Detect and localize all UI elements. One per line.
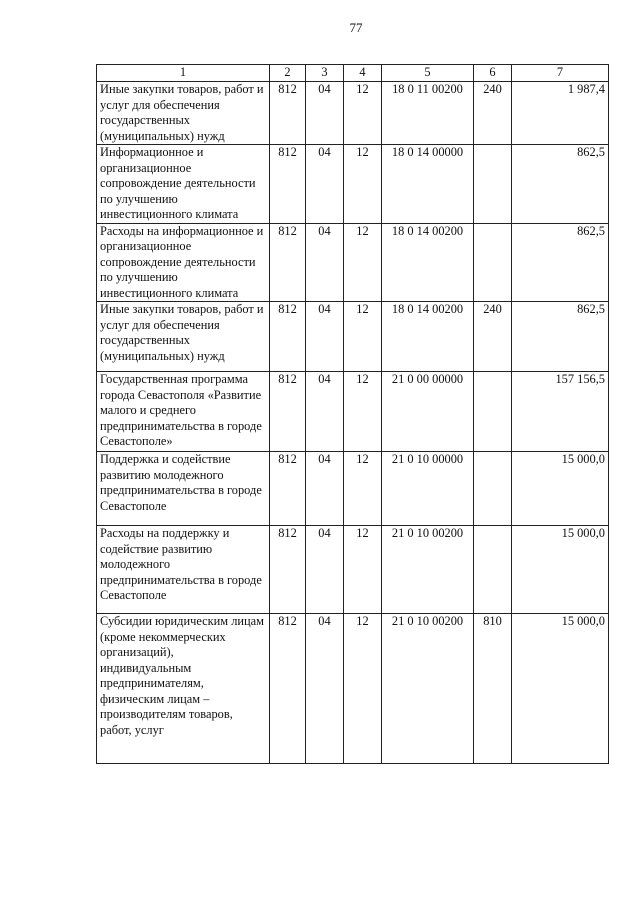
table-row (97, 145, 609, 224)
target-item-code: 21 0 10 00200 (382, 526, 474, 614)
table-row (97, 223, 609, 302)
subsection-code: 12 (344, 452, 382, 526)
expense-type-code: 810 (474, 614, 512, 764)
budget-table (96, 64, 609, 764)
column-header: 4 (344, 65, 382, 82)
column-header: 6 (474, 65, 512, 82)
table-header-row (97, 65, 609, 82)
target-item-code: 21 0 00 00000 (382, 372, 474, 452)
column-header: 1 (97, 65, 270, 82)
target-item-code: 21 0 10 00200 (382, 614, 474, 764)
department-code: 812 (270, 372, 306, 452)
expense-type-code: 240 (474, 302, 512, 372)
target-item-code: 18 0 14 00200 (382, 302, 474, 372)
column-header: 5 (382, 65, 474, 82)
table-row (97, 526, 609, 614)
table-row (97, 614, 609, 764)
section-code: 04 (306, 82, 344, 145)
expense-name: Государственная программа города Севастополя «Развитие малого и среднего предпринимательства в городе Севастополе» (97, 372, 270, 452)
table-row (97, 372, 609, 452)
subsection-code: 12 (344, 372, 382, 452)
expense-name: Расходы на информационное и организационное сопровождение деятельности по улучшению инвестиционного климата (97, 223, 270, 302)
department-code: 812 (270, 82, 306, 145)
expense-name: Информационное и организационное сопровождение деятельности по улучшению инвестиционного климата (97, 145, 270, 224)
subsection-code: 12 (344, 223, 382, 302)
target-item-code: 18 0 14 00200 (382, 223, 474, 302)
column-header: 2 (270, 65, 306, 82)
section-code: 04 (306, 145, 344, 224)
table-row (97, 82, 609, 145)
amount: 15 000,0 (512, 526, 609, 614)
expense-type-code (474, 526, 512, 614)
expense-type-code (474, 145, 512, 224)
section-code: 04 (306, 452, 344, 526)
column-header: 7 (512, 65, 609, 82)
amount: 157 156,5 (512, 372, 609, 452)
amount: 15 000,0 (512, 614, 609, 764)
expense-name: Иные закупки товаров, работ и услуг для обеспечения государственных (муниципальных) нужд (97, 82, 270, 145)
subsection-code: 12 (344, 145, 382, 224)
amount: 862,5 (512, 223, 609, 302)
department-code: 812 (270, 145, 306, 224)
amount: 862,5 (512, 145, 609, 224)
amount: 1 987,4 (512, 82, 609, 145)
table-row (97, 452, 609, 526)
table-row (97, 302, 609, 372)
expense-type-code (474, 372, 512, 452)
expense-type-code: 240 (474, 82, 512, 145)
target-item-code: 18 0 14 00000 (382, 145, 474, 224)
page-number: 77 (349, 20, 363, 35)
department-code: 812 (270, 614, 306, 764)
expense-name: Расходы на поддержку и содействие развитию молодежного предпринимательства в городе Севастополе (97, 526, 270, 614)
expense-name: Поддержка и содействие развитию молодежного предпринимательства в городе Севастополе (97, 452, 270, 526)
department-code: 812 (270, 223, 306, 302)
expense-type-code (474, 452, 512, 526)
expense-name: Субсидии юридическим лицам (кроме некоммерческих организаций), индивидуальным предпринимателям, физическим лицам – производителям товаров, работ, услуг (97, 614, 270, 764)
target-item-code: 18 0 11 00200 (382, 82, 474, 145)
column-header: 3 (306, 65, 344, 82)
section-code: 04 (306, 223, 344, 302)
subsection-code: 12 (344, 614, 382, 764)
subsection-code: 12 (344, 302, 382, 372)
department-code: 812 (270, 302, 306, 372)
expense-name: Иные закупки товаров, работ и услуг для обеспечения государственных (муниципальных) нужд (97, 302, 270, 372)
department-code: 812 (270, 526, 306, 614)
section-code: 04 (306, 614, 344, 764)
department-code: 812 (270, 452, 306, 526)
subsection-code: 12 (344, 526, 382, 614)
subsection-code: 12 (344, 82, 382, 145)
section-code: 04 (306, 372, 344, 452)
amount: 15 000,0 (512, 452, 609, 526)
section-code: 04 (306, 526, 344, 614)
expense-type-code (474, 223, 512, 302)
amount: 862,5 (512, 302, 609, 372)
section-code: 04 (306, 302, 344, 372)
target-item-code: 21 0 10 00000 (382, 452, 474, 526)
